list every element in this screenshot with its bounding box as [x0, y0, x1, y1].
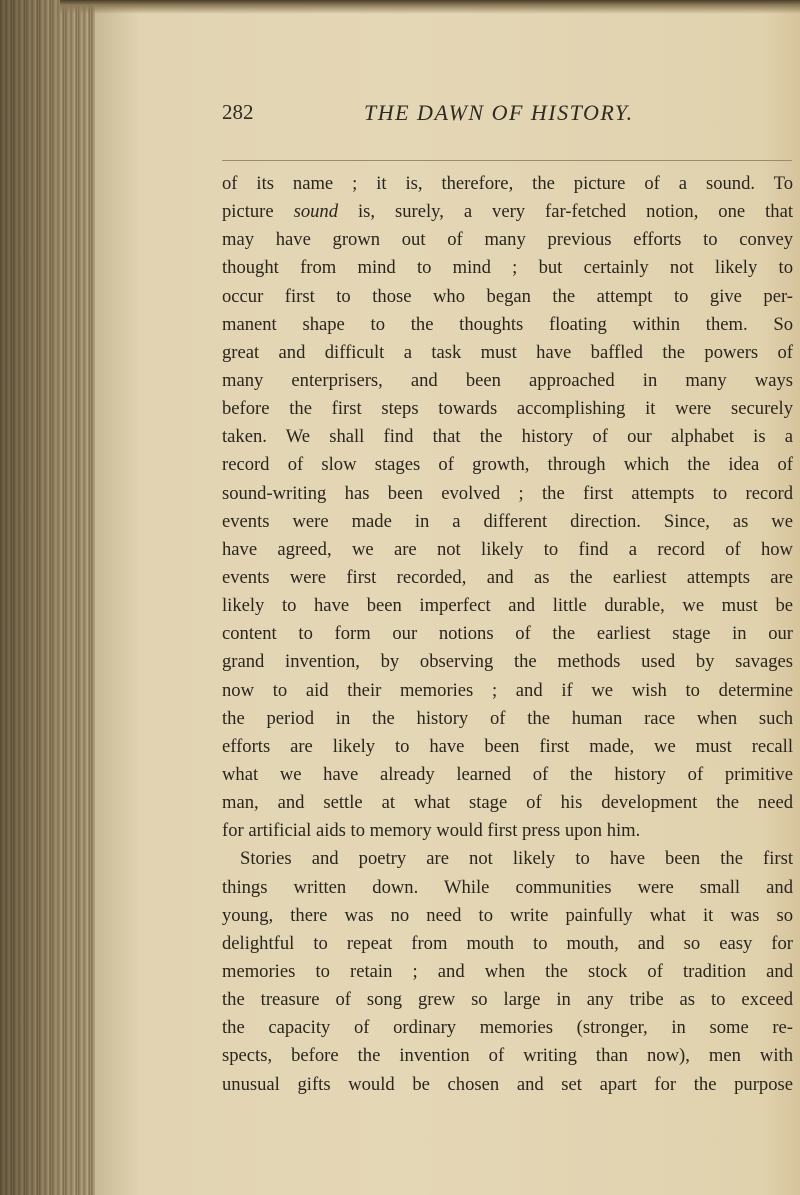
text-line: efforts are likely to have been first made, we must recall [222, 735, 793, 757]
text-line: the period in the history of the human race when such [222, 707, 793, 729]
text-line: thought from mind to mind ; but certainly not likely to [222, 257, 793, 279]
text-line: memories to retain ; and when the stock of tradition and [222, 960, 793, 982]
header-rule [222, 160, 792, 161]
text-line: for artificial aids to memory would first press upon him. [222, 820, 641, 842]
text-line: content to form our notions of the earliest stage in our [222, 623, 793, 645]
text-line: events were made in a different direction. Since, as we [222, 510, 793, 532]
text-line: sound-writing has been evolved ; the first attempts to record [222, 482, 793, 504]
text-line: Stories and poetry are not likely to have been the first [240, 848, 793, 870]
text-line: grand invention, by observing the methods used by savages [222, 651, 793, 673]
text-line: unusual gifts would be chosen and set apart for the purpose [222, 1073, 793, 1095]
text-line: manent shape to the thoughts floating within them. So [222, 313, 793, 335]
text-line: occur first to those who began the attempt to give per- [222, 285, 793, 307]
text-line: things written down. While communities were small and [222, 876, 793, 898]
text-line: events were first recorded, and as the earliest attempts are [222, 566, 793, 588]
text-line: taken. We shall find that the history of our alphabet is a [222, 426, 793, 448]
italic-word: sound [293, 201, 339, 223]
text-line: of its name ; it is, therefore, the picture of a sound. To [222, 173, 793, 194]
body-text [222, 170, 793, 1099]
text-line: man, and settle at what stage of his development the need [222, 792, 793, 814]
page-number: 282 [222, 100, 254, 124]
text-line: may have grown out of many previous efforts to convey [222, 229, 793, 251]
text-line: many enterprisers, and been approached in many ways [222, 369, 793, 391]
text-line: the treasure of song grew so large in any tribe as to exceed [222, 989, 793, 1011]
text-line: before the first steps towards accomplishing it were securely [222, 398, 793, 420]
page-header [222, 100, 800, 140]
text-line: have agreed, we are not likely to find a record of how [222, 538, 793, 560]
text-line: young, there was no need to write painfully what it was so [222, 904, 793, 926]
text-line: delightful to repeat from mouth to mouth, and so easy for [222, 932, 793, 954]
top-page-edge [60, 0, 800, 14]
text-line: what we have already learned of the history of primitive [222, 763, 793, 785]
text-line: picture sound is, surely, a very far-fetched notion, one that [222, 201, 793, 223]
text-line: now to aid their memories ; and if we wish to determine [222, 679, 793, 701]
running-title: THE DAWN OF HISTORY. [364, 100, 634, 125]
text-line: the capacity of ordinary memories (stronger, in some re- [222, 1017, 793, 1039]
text-line: record of slow stages of growth, through which the idea of [222, 454, 793, 476]
binding-shadow [0, 0, 140, 1195]
text-line: spects, before the invention of writing than now), men with [222, 1045, 793, 1067]
text-line: likely to have been imperfect and little durable, we must be [222, 595, 793, 617]
text-line: great and difficult a task must have baffled the powers of [222, 341, 793, 363]
